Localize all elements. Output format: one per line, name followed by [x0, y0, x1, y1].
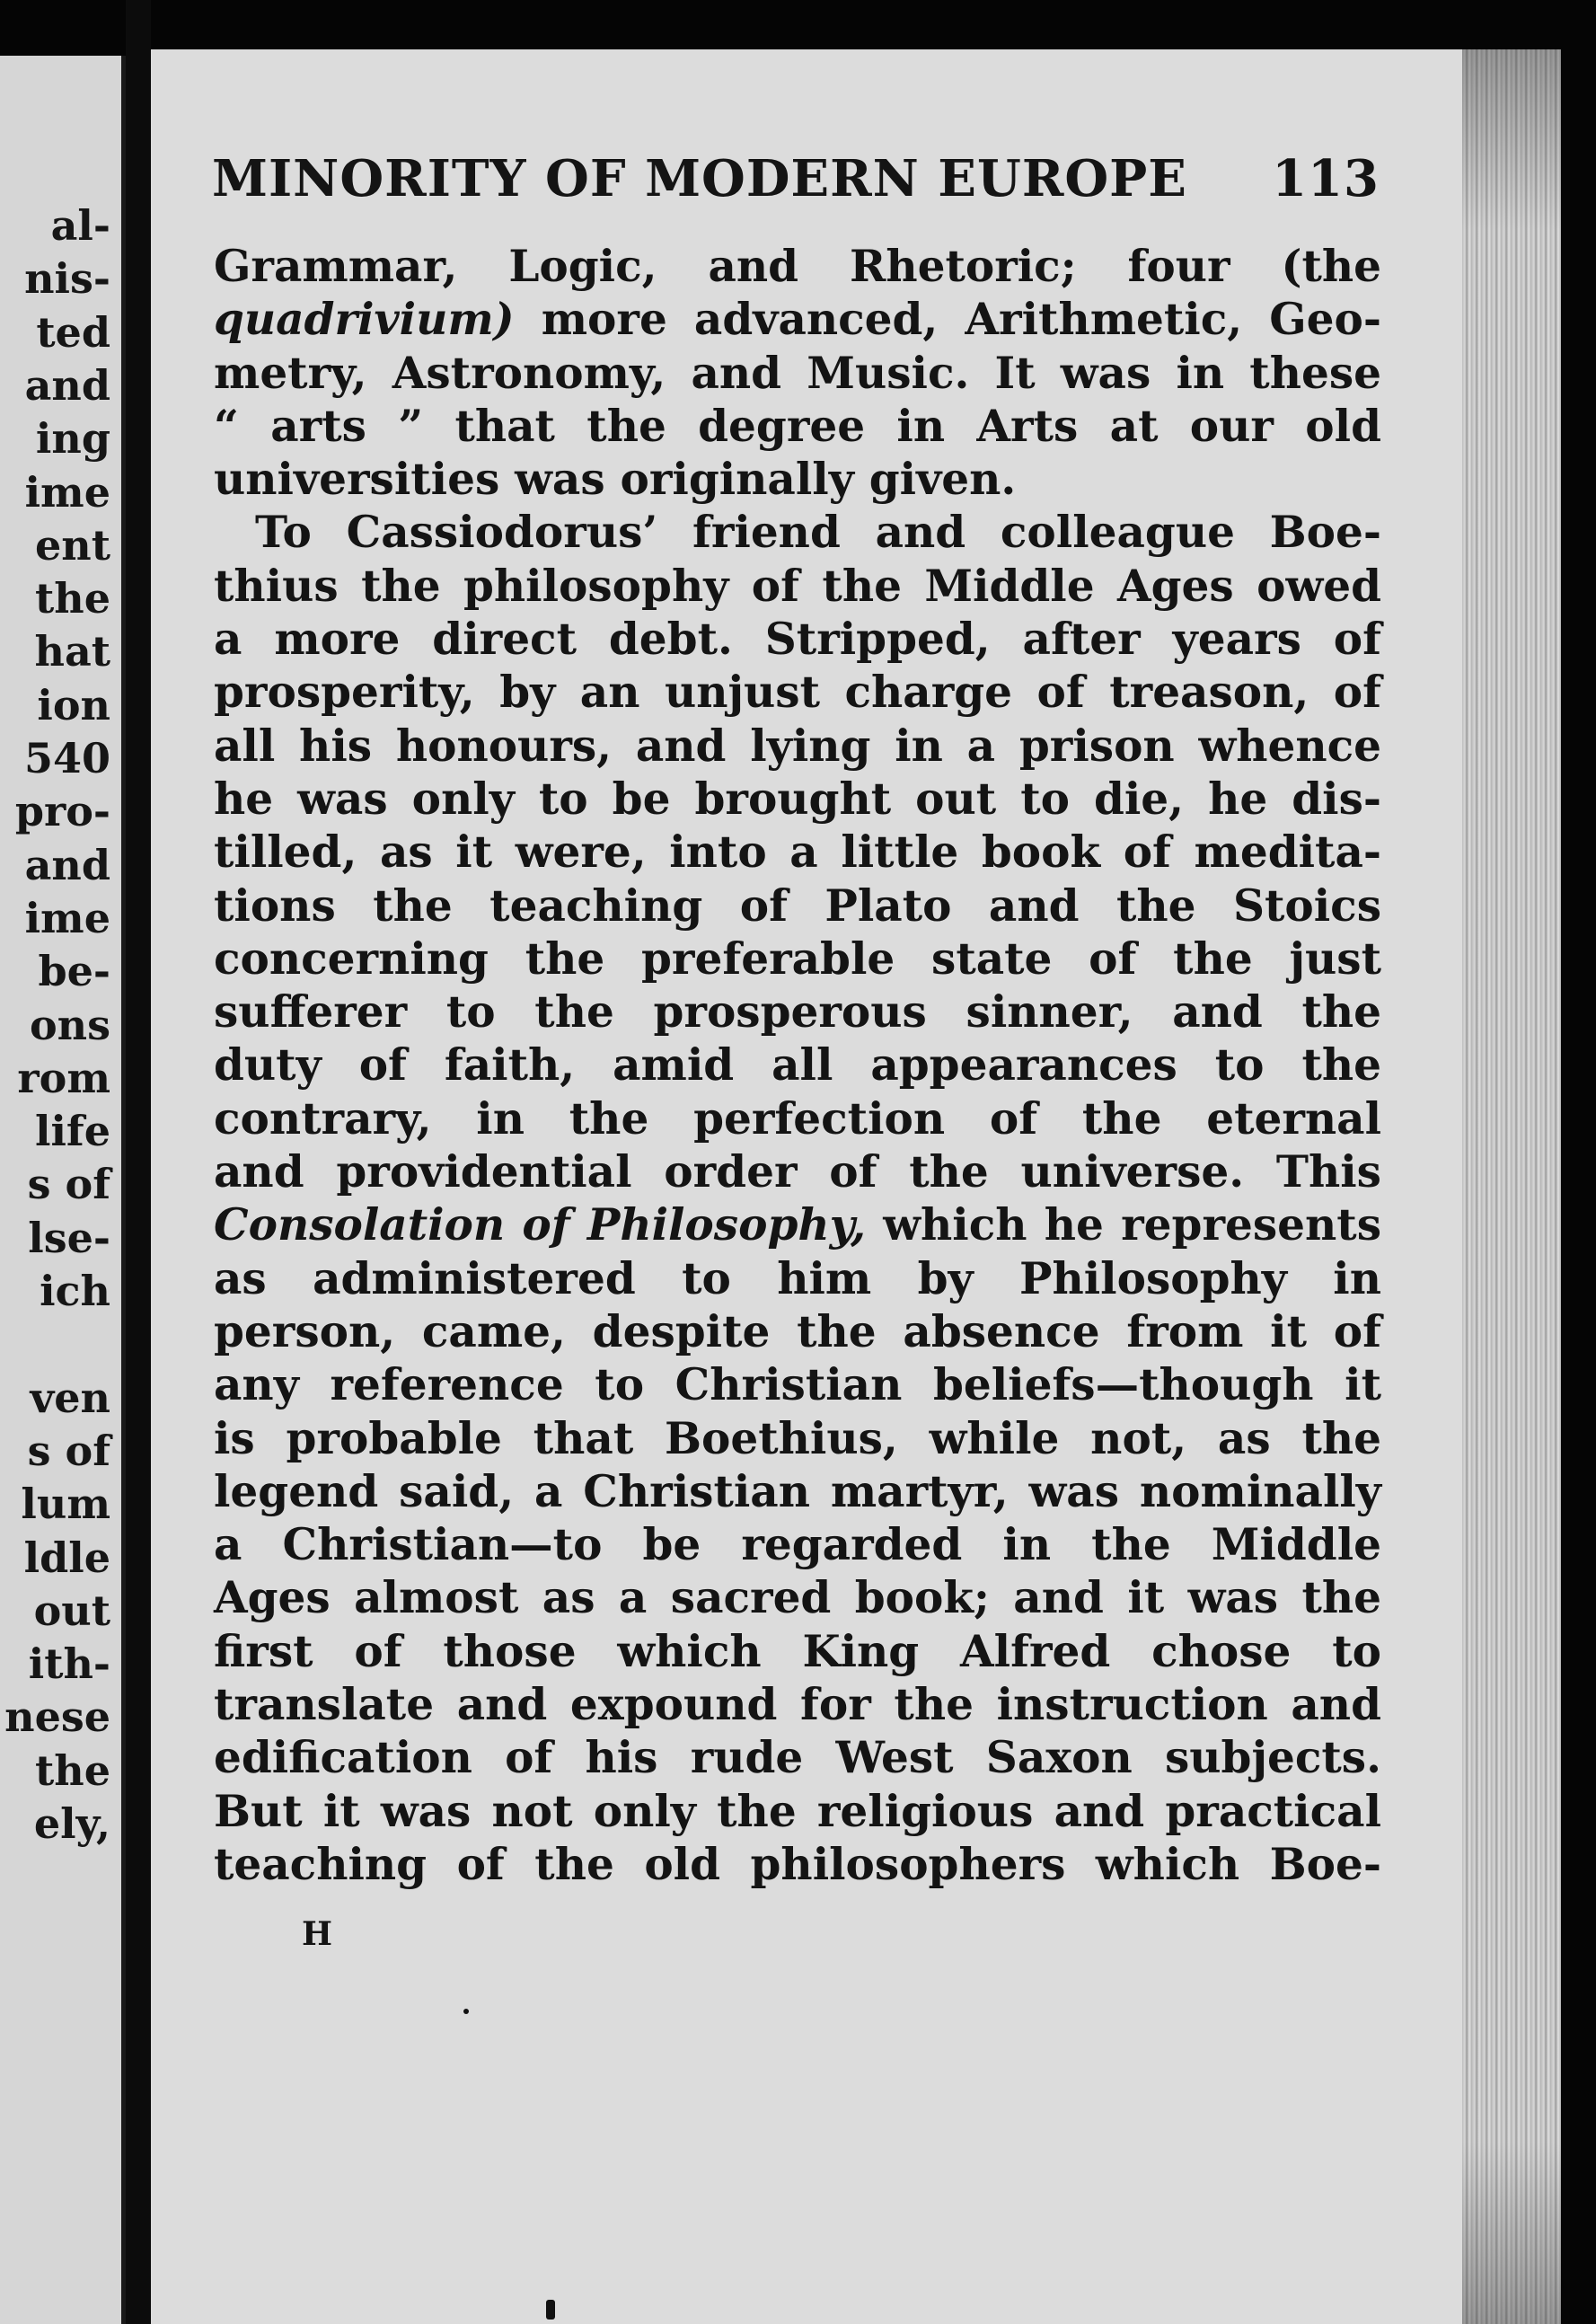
running-header: [212, 150, 1380, 208]
previous-page-line-ending: pro-: [14, 787, 110, 836]
paragraph-start-line: To Cassiodorus’ friend and colleague Boe-: [255, 507, 1381, 559]
text-line: and providential order of the universe. This: [214, 1146, 1381, 1198]
previous-page-line-ending: lum: [21, 1480, 110, 1529]
previous-page-line-ending: be-: [38, 947, 110, 996]
text-line: [214, 293, 1381, 346]
previous-page-line-ending: ons: [29, 1000, 110, 1049]
previous-page-line-ending: ldle: [23, 1533, 110, 1582]
previous-page-line-ending: s of: [27, 1426, 110, 1475]
text-line: a Christian—to be regarded in the Middle: [214, 1519, 1381, 1571]
text-line: sufferer to the prosperous sinner, and the: [214, 986, 1381, 1038]
text-line: edification of his rude West Saxon subjects.: [214, 1732, 1381, 1784]
text-line: universities was originally given.: [214, 454, 1017, 506]
page-number: 113: [1272, 149, 1380, 208]
previous-page-line-ending: life: [34, 1107, 110, 1156]
text-line: any reference to Christian beliefs—though it: [214, 1359, 1381, 1411]
text-line: Ages almost as a sacred book; and it was the: [214, 1572, 1381, 1624]
text-line: prosperity, by an unjust charge of treason, of: [214, 667, 1381, 719]
italic-term-quadrivium: quadrivium): [214, 294, 515, 346]
previous-page-line-ending: rom: [17, 1053, 110, 1102]
previous-page-line-ending: nese: [4, 1692, 110, 1742]
page-body-text: [214, 240, 1381, 1891]
text-line: as administered to him by Philosophy in: [214, 1252, 1381, 1304]
text-line: translate and expound for the instruction and: [214, 1679, 1381, 1731]
text-line: But it was not only the religious and practical: [214, 1785, 1381, 1837]
previous-page-line-ending: ven: [30, 1373, 110, 1422]
previous-page-line-ending: 540: [23, 734, 110, 782]
text-line: legend said, a Christian martyr, was nominally: [214, 1465, 1381, 1517]
previous-page-line-ending: the: [35, 1745, 110, 1795]
previous-page-fragment: [0, 56, 126, 2324]
scan-speck: [546, 2300, 555, 2320]
book-gutter: [126, 0, 151, 2324]
text-line: all his honours, and lying in a prison whence: [214, 720, 1381, 772]
previous-page-line-ending: the: [35, 574, 110, 623]
text-line: duty of faith, amid all appearances to the: [214, 1039, 1381, 1091]
previous-page-line-ending: s of: [27, 1160, 110, 1209]
text-line: first of those which King Alfred chose to: [214, 1625, 1381, 1677]
text-line: Grammar, Logic, and Rhetoric; four (the: [214, 241, 1381, 292]
text-line: person, came, despite the absence from it of: [214, 1305, 1381, 1357]
previous-page-line-ending: al-: [50, 201, 110, 250]
previous-page-line-ending: ime: [24, 467, 110, 517]
previous-page-line-ending: ion: [37, 680, 110, 729]
text-line: he was only to be brought out to die, he dis-: [214, 773, 1381, 825]
previous-page-line-ending: and: [24, 840, 110, 889]
text-line: “ arts ” that the degree in Arts at our old: [214, 400, 1381, 452]
previous-page-line-ending: hat: [34, 627, 110, 676]
text-line: concerning the preferable state of the just: [214, 932, 1381, 985]
previous-page-line-ending: ime: [24, 893, 110, 942]
previous-page-line-ending: and: [24, 360, 110, 410]
page-stack-edge: [1462, 49, 1561, 2324]
text-line: metry, Astronomy, and Music. It was in these: [214, 347, 1381, 399]
text-line: contrary, in the perfection of the eternal: [214, 1092, 1381, 1144]
italic-book-title: Consolation of Philosophy,: [214, 1199, 867, 1251]
scan-border-right: [1561, 0, 1596, 2324]
text-line: a more direct debt. Stripped, after years of: [214, 614, 1381, 666]
text-run: which he represents: [866, 1199, 1381, 1251]
previous-page-line-ending: ith-: [28, 1639, 110, 1689]
previous-page-line-ending: ely,: [33, 1799, 110, 1848]
previous-page-line-ending: lse-: [28, 1213, 110, 1262]
text-line: is probable that Boethius, while not, as the: [214, 1412, 1381, 1464]
text-line: teaching of the old philosophers which Boe-: [214, 1838, 1381, 1890]
previous-page-line-ending: ich: [40, 1267, 110, 1315]
book-page: [151, 49, 1462, 2324]
running-title: MINORITY OF MODERN EUROPE: [212, 149, 1187, 208]
previous-page-line-ending: out: [33, 1586, 110, 1635]
previous-page-line-ending: ing: [35, 414, 110, 464]
text-line: [214, 1198, 1381, 1251]
text-line: thius the philosophy of the Middle Ages owed: [214, 560, 1381, 612]
text-line: tilled, as it were, into a little book of medita-: [214, 826, 1381, 879]
text-line: tions the teaching of Plato and the Stoics: [214, 879, 1381, 932]
previous-page-line-ending: nis-: [24, 254, 110, 304]
scan-speck: [463, 2009, 469, 2014]
text-run: more advanced, Arithmetic, Geo-: [514, 294, 1381, 346]
previous-page-line-ending: ted: [36, 307, 110, 357]
previous-page-line-ending: ent: [35, 520, 110, 570]
signature-mark: H: [302, 1915, 333, 1953]
